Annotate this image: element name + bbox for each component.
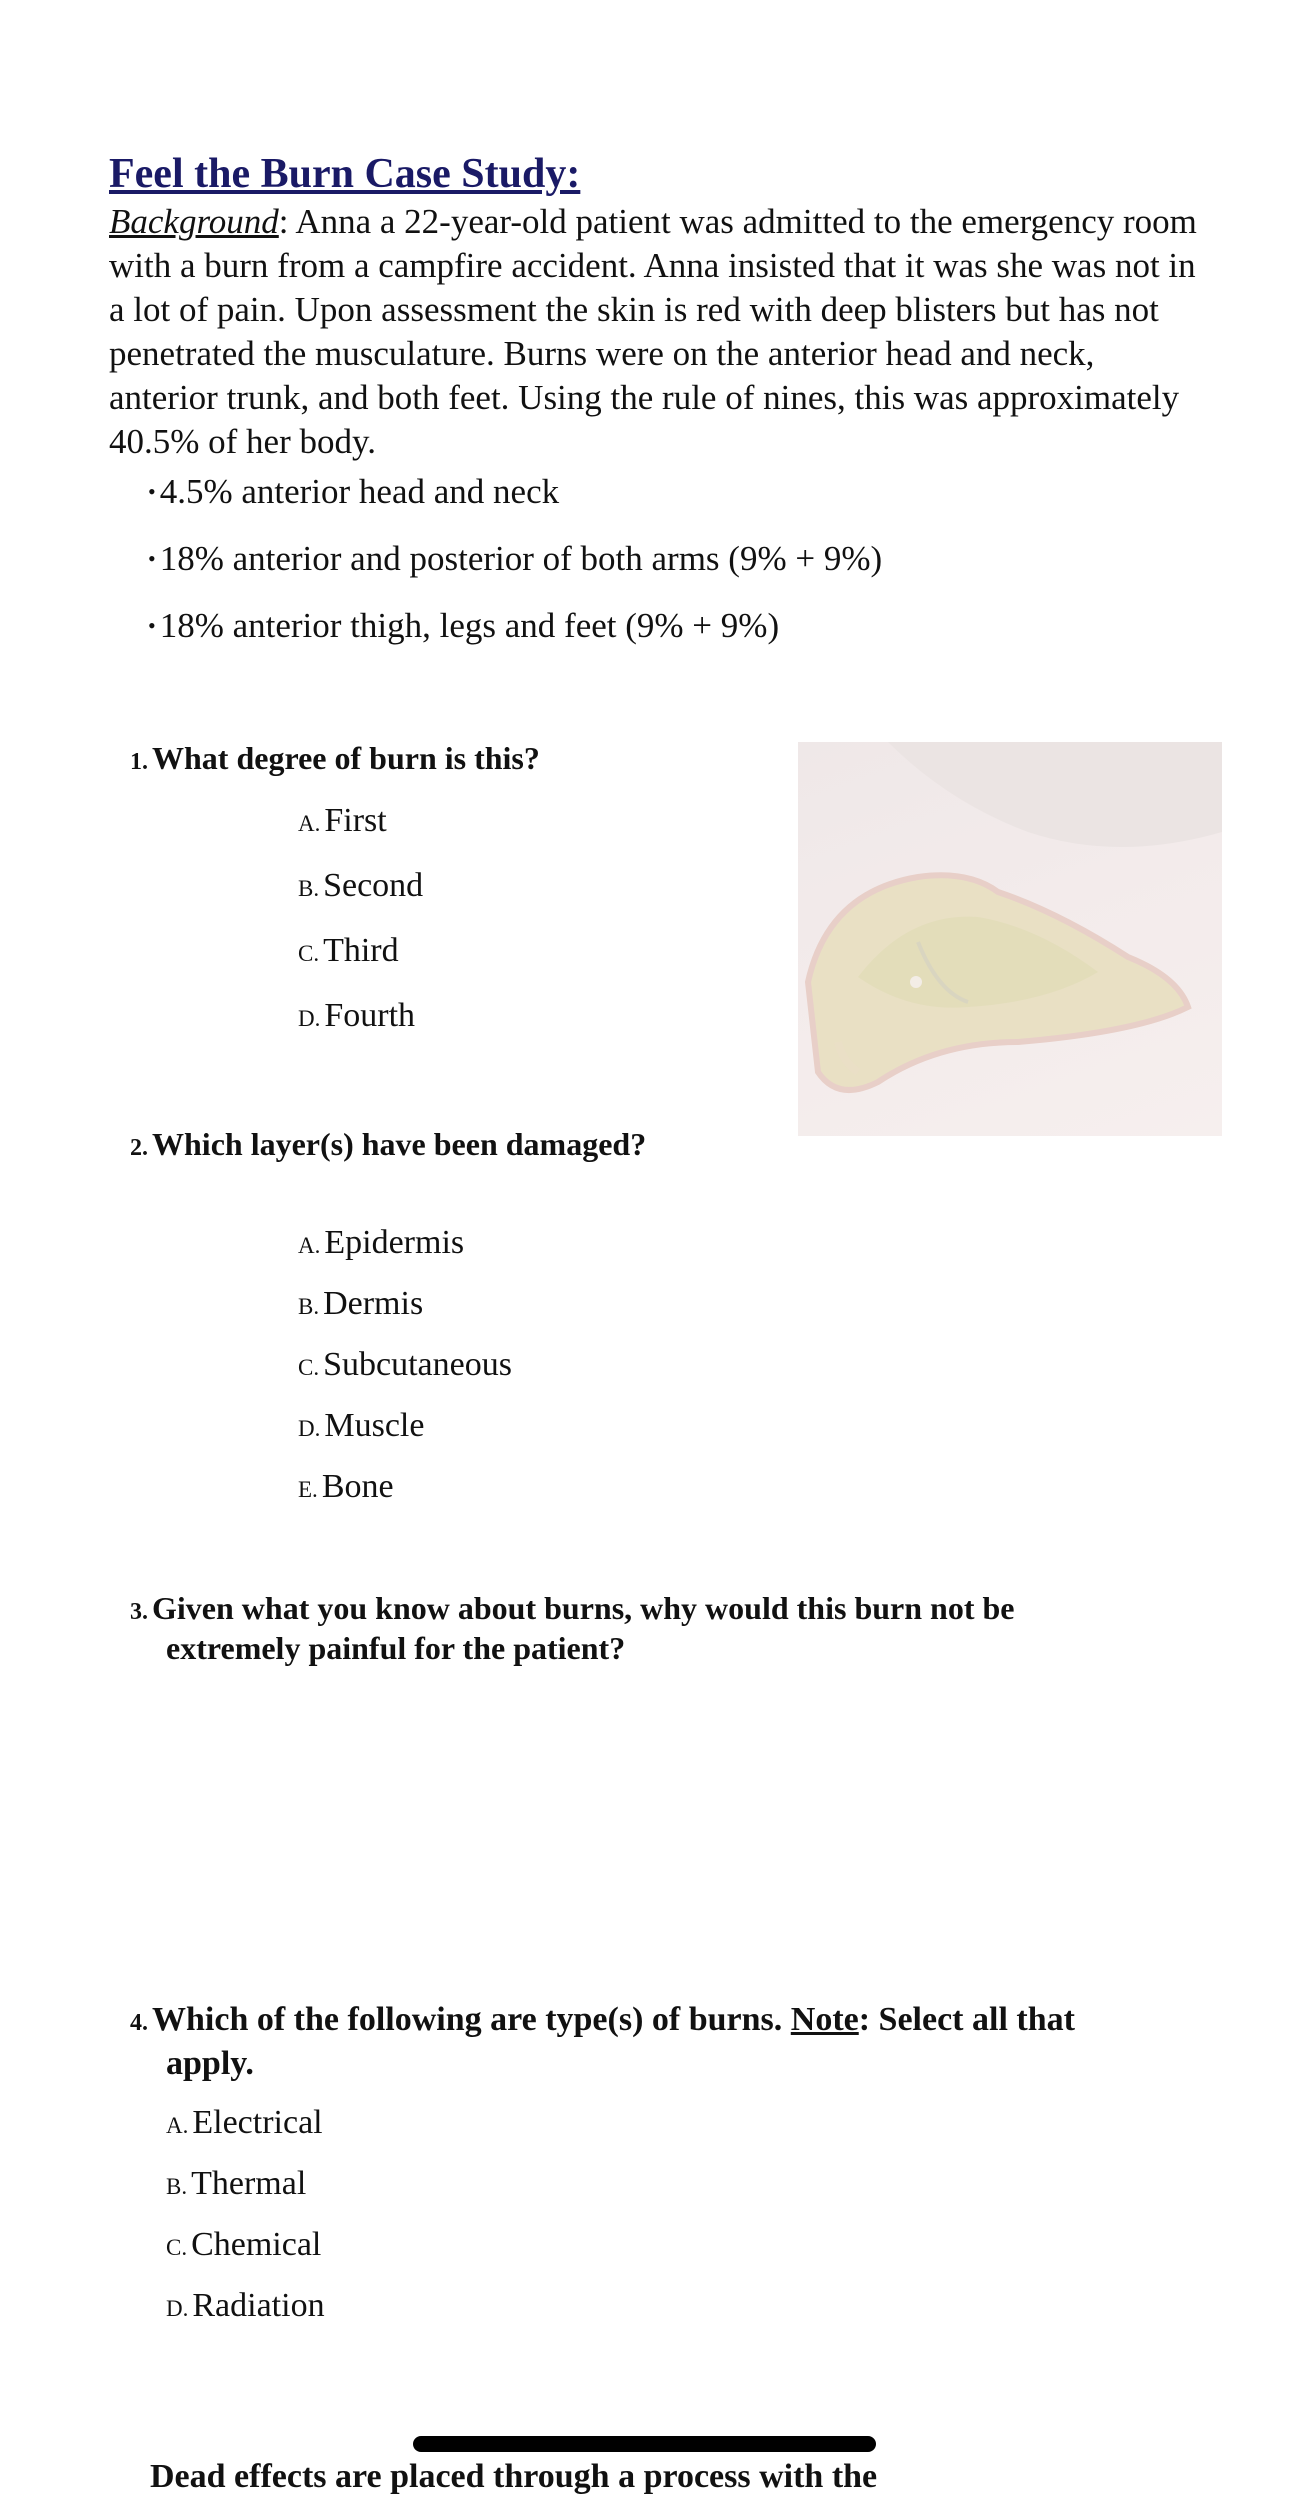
cutoff-paragraph: Dead effects are placed through a process with the bbox=[150, 2458, 878, 2495]
q2-option-e[interactable]: E. Bone bbox=[298, 1468, 394, 1505]
question-text: Given what you know about burns, why would this burn not be bbox=[152, 1590, 1015, 1626]
q1-option-d[interactable]: D. Fourth bbox=[298, 997, 416, 1034]
question-number: 4. bbox=[130, 2010, 148, 2036]
question-text: Which layer(s) have been damaged? bbox=[152, 1126, 647, 1162]
question-4-line2: apply. bbox=[166, 2045, 254, 2082]
home-indicator-bar[interactable] bbox=[413, 2436, 876, 2452]
burn-wound-illustration bbox=[798, 742, 1222, 1136]
question-3 bbox=[130, 1588, 1014, 1632]
note-label: Note bbox=[790, 2001, 859, 2038]
bullet-item bbox=[148, 604, 779, 648]
q1-option-b[interactable]: B. Second bbox=[298, 867, 424, 904]
q2-option-c[interactable]: C. Subcutaneous bbox=[298, 1346, 512, 1383]
q4-option-c[interactable]: C. Chemical bbox=[166, 2226, 322, 2263]
bullet-text: 18% anterior and posterior of both arms (9% + 9%) bbox=[159, 539, 883, 578]
background-label: Background bbox=[109, 202, 279, 241]
question-number: 1. bbox=[130, 749, 148, 775]
background-text: : Anna a 22-year-old patient was admitted to the emergency room with a burn from a campfire accident. Anna insisted that it was she was not in a lot of pain. Upon assessment the skin is red with deep blisters but has not penetrated the musculature. Burns were on the anterior head and neck, anterior trunk, and both feet. Using the rule of nines, this was approximately 40.5% of her body. bbox=[109, 202, 1197, 461]
bullet-item bbox=[148, 537, 882, 581]
q4-option-a[interactable]: A. Electrical bbox=[166, 2104, 323, 2141]
bullet-text: 4.5% anterior head and neck bbox=[159, 472, 560, 511]
question-1 bbox=[130, 738, 540, 782]
bullet-dot-icon: • bbox=[148, 613, 156, 638]
bullet-item bbox=[148, 470, 559, 514]
q2-option-d[interactable]: D. Muscle bbox=[298, 1407, 425, 1444]
question-3-line2: extremely painful for the patient? bbox=[166, 1630, 626, 1666]
question-4: 4. Which of the following are type(s) of burns. Note: Select all that bbox=[130, 2001, 1075, 2038]
q4-option-d[interactable]: D. Radiation bbox=[166, 2287, 325, 2324]
bullet-text: 18% anterior thigh, legs and feet (9% + 9%) bbox=[159, 606, 780, 645]
q1-option-a[interactable]: A. First bbox=[298, 802, 387, 839]
bullet-dot-icon: • bbox=[148, 546, 156, 571]
burn-wound-image bbox=[798, 742, 1222, 1136]
question-number: 2. bbox=[130, 1135, 148, 1161]
page-title: Feel the Burn Case Study: bbox=[109, 151, 581, 197]
q4-option-b[interactable]: B. Thermal bbox=[166, 2165, 307, 2202]
question-text: What degree of burn is this? bbox=[152, 740, 540, 776]
q2-option-b[interactable]: B. Dermis bbox=[298, 1285, 424, 1322]
question-2 bbox=[130, 1124, 646, 1168]
bullet-dot-icon: • bbox=[148, 479, 156, 504]
q1-option-c[interactable]: C. Third bbox=[298, 932, 399, 969]
background-paragraph bbox=[109, 200, 1199, 464]
q2-option-a[interactable]: A. Epidermis bbox=[298, 1224, 465, 1261]
question-number: 3. bbox=[130, 1599, 148, 1625]
